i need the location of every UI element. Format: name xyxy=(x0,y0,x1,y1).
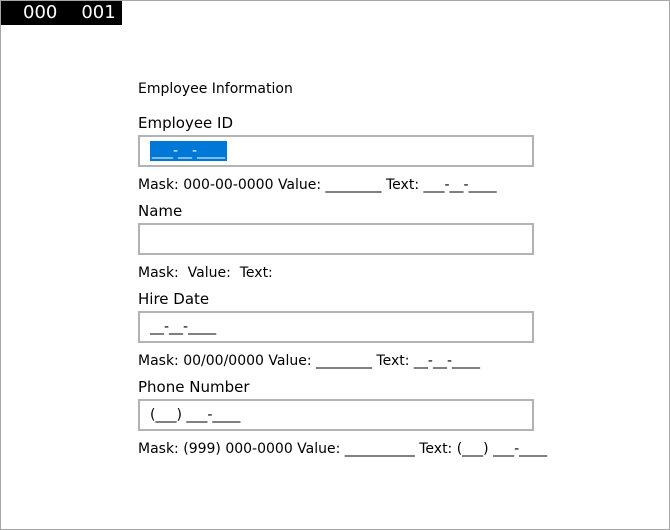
form-title: Employee Information xyxy=(138,81,293,97)
hire-date-input[interactable] xyxy=(138,311,534,343)
employee-id-label: Employee ID xyxy=(138,114,234,132)
frame-counter-b: 001 xyxy=(81,2,116,23)
phone-number-input[interactable] xyxy=(138,399,534,431)
hire-date-status: Mask: 00/00/0000 Value: ________ Text: __-__-____ xyxy=(138,353,481,369)
name-status: Mask: Value: Text: xyxy=(138,265,278,281)
name-input[interactable] xyxy=(138,223,534,255)
employee-id-mask-text: ___-__-____ xyxy=(152,143,226,159)
employee-form xyxy=(138,79,548,465)
phone-number-mask-text: (___) ___-____ xyxy=(150,407,241,423)
frame-counter-a: 000 xyxy=(23,2,58,23)
employee-id-status: Mask: 000-00-0000 Value: ________ Text: ___-__-____ xyxy=(138,177,497,193)
hire-date-mask-text: __-__-____ xyxy=(150,319,217,335)
name-label: Name xyxy=(138,202,183,220)
frame-counter xyxy=(1,1,122,25)
phone-number-label: Phone Number xyxy=(138,378,250,396)
hire-date-label: Hire Date xyxy=(138,290,210,308)
employee-id-input[interactable] xyxy=(138,135,534,167)
phone-number-status: Mask: (999) 000-0000 Value: __________ Text: (___) ___-____ xyxy=(138,441,548,457)
